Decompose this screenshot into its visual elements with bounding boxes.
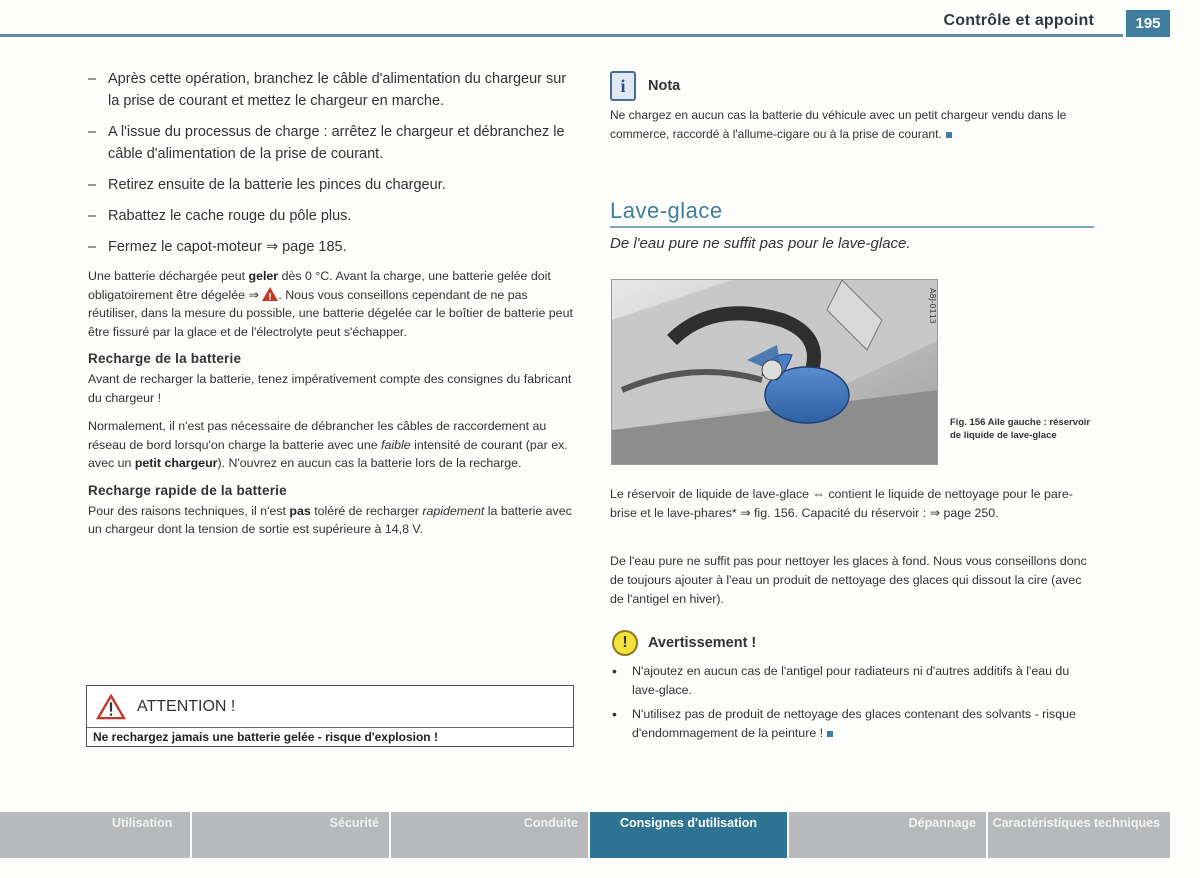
tab-utilisation[interactable]: Utilisation <box>0 812 192 858</box>
water-paragraph: De l'eau pure ne suffit pas pour nettoyer les glaces à fond. Nous vous conseillons donc de toujours ajouter à l'eau un produit de nettoyage des glaces qui dissout la cire (avec de l'antigel en hiver). <box>610 554 1087 606</box>
attention-box <box>86 685 574 747</box>
step-text: Retirez ensuite de la batterie les pinces du chargeur. <box>108 177 446 193</box>
recharge-paragraph-1: Avant de recharger la batterie, tenez impérativement compte des consignes du fabricant du chargeur ! <box>88 372 572 405</box>
chapter-nav <box>0 812 1170 858</box>
step-text: Après cette opération, branchez le câble d'alimentation du chargeur sur la prise de courant et mettez le chargeur en marche. <box>108 71 567 109</box>
lave-glace-title: Lave-glace <box>610 198 723 223</box>
section-title: Contrôle et appoint <box>943 12 1094 29</box>
engine-bay-illustration <box>612 280 938 465</box>
attention-title: ATTENTION ! <box>137 697 236 715</box>
tab-consignes[interactable]: Consignes d'utilisation <box>590 812 789 858</box>
warning-triangle-icon <box>95 694 127 720</box>
list-item: • N'ajoutez en aucun cas de l'antigel pour radiateurs ni d'autres additifs à l'eau du lave-glace. <box>612 663 1070 697</box>
recharge-heading: Recharge de la batterie <box>88 351 242 366</box>
warning-list <box>612 662 1096 748</box>
frozen-battery-paragraph: Une batterie déchargée peut geler dès 0 °C. Avant la charge, une batterie gelée doit obligatoirement être dégelée ⇒ !. Nous vous conseillons cependant de ne pas réutiliser, dans la mesure du possible, une batterie dégelée car le boîtier de batterie peut être fissuré par la glace et de l'électrolyte peut s'échapper. <box>88 267 574 341</box>
nota-text: Ne chargez en aucun cas la batterie du véhicule avec un petit chargeur vendu dans le commerce, raccordé à l'allume-cigare ou à la prise de courant. <box>610 108 1067 141</box>
nota-title: Nota <box>648 78 681 94</box>
step-item: – Après cette opération, branchez le câble d'alimentation du chargeur sur la prise de courant et mettez le chargeur en marche. <box>88 68 574 112</box>
figure-code: A8J-0113 <box>928 288 937 324</box>
list-item: • N'utilisez pas de produit de nettoyage des glaces contenant des solvants - risque d'endommagement de la peinture ! <box>612 706 1076 740</box>
step-item: – A l'issue du processus de charge : arrêtez le chargeur et débranchez le câble d'alimentation de la prise de courant. <box>88 121 574 165</box>
step-text: A l'issue du processus de charge : arrêtez le chargeur et débranchez le câble d'alimentation de la prise de courant. <box>108 124 565 162</box>
end-marker-icon <box>827 731 833 737</box>
attention-text: Ne rechargez jamais une batterie gelée - risque d'explosion ! <box>93 730 438 744</box>
step-text[interactable]: Fermez le capot-moteur ⇒ page 185. <box>108 239 347 255</box>
caution-icon: ! <box>612 630 638 656</box>
tab-caracteristiques[interactable]: Caractéristiques techniques <box>988 812 1170 858</box>
tab-depannage[interactable]: Dépannage <box>789 812 988 858</box>
recharge-paragraph-2: Normalement, il n'est pas nécessaire de débrancher les câbles de raccordement au réseau de bord lorsqu'on charge la batterie avec une faible intensité de courant (par ex. avec un petit chargeur). N'ouvrez en aucun cas la batterie lors de la recharge. <box>88 419 568 470</box>
warning-header <box>612 630 756 656</box>
nota-block <box>610 68 1094 144</box>
lave-glace-subtitle: De l'eau pure ne suffit pas pour le lave-glace. <box>610 235 911 252</box>
tab-securite[interactable]: Sécurité <box>192 812 391 858</box>
page-number: 195 <box>1126 10 1170 37</box>
washer-reservoir-figure <box>611 279 938 465</box>
step-item: – Rabattez le cache rouge du pôle plus. <box>88 205 574 227</box>
step-item: – Fermez le capot-moteur ⇒ page 185. <box>88 236 574 258</box>
left-column <box>88 68 574 549</box>
step-item: – Retirez ensuite de la batterie les pinces du chargeur. <box>88 174 574 196</box>
lave-glace-rule <box>610 226 1094 228</box>
info-icon: i <box>610 71 636 101</box>
header-rule <box>0 34 1123 37</box>
figure-caption: Fig. 156 Aile gauche : réservoir de liquide de lave-glace <box>950 417 1091 441</box>
fast-recharge-paragraph: Pour des raisons techniques, il n'est pas toléré de recharger rapidement la batterie avec un chargeur dont la tension de sortie est supérieure à 14,8 V. <box>88 503 572 536</box>
fast-recharge-heading: Recharge rapide de la batterie <box>88 482 287 498</box>
attention-header <box>87 686 573 728</box>
reservoir-paragraph: Le réservoir de liquide de lave-glace ⇔ contient le liquide de nettoyage pour le pare-brise et le lave-phares* ⇒ fig. 156. Capacité du réservoir : ⇒ page 250. <box>610 487 1073 520</box>
warning-title: Avertissement ! <box>648 635 757 651</box>
warning-triangle-icon[interactable] <box>262 287 278 301</box>
step-text: Rabattez le cache rouge du pôle plus. <box>108 208 352 224</box>
end-marker-icon <box>946 132 952 138</box>
tab-conduite[interactable]: Conduite <box>391 812 590 858</box>
